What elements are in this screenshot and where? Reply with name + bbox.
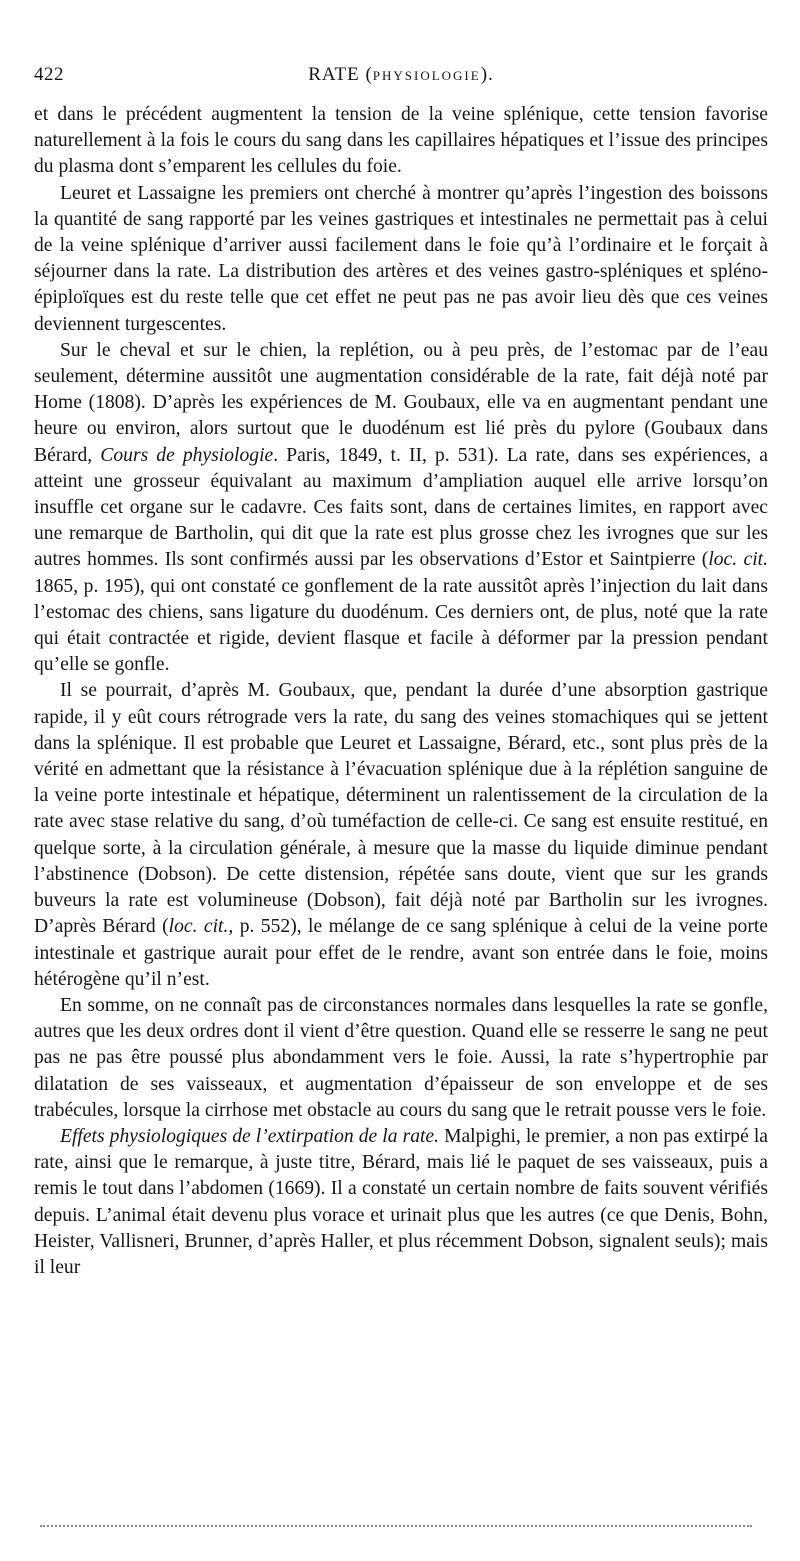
paragraph-4-part-a: Il se pourrait, d’après M. Goubaux, que, pendant la durée d’une absorption gastrique rapide, il y eût cours rétrograde vers la rate, du sang des veines stomachiques qui se jettent dans la splénique. Il est probable que Leuret et Lassaigne, Bérard, etc., sont plus près de la vérité en admettant que la résistance à l’évacuation splénique due à la réplétion sanguine de la veine porte intestinale et hépatique, déterminent un ralentissement de la circulation de la rate avec stase relative du sang, d’où tuméfaction de celle-ci. Ce sang est ensuite restitué, en quelque sorte, à la circulation générale, à mesure que la masse du liquide diminue pendant l’abstinence (Dobson). De cette distension, répétée sans doute, vient que sur les grands buveurs la rate est volumineuse (Dobson), fait déjà noté par Bartholin sur les ivrognes. D’après Bérard (	[34, 680, 768, 938]
paragraph-4-part-c: , p. 552), le mélange de ce sang splénique à celui de la veine porte intestinale et gastrique aurait pour effet de le rendre, avant son entrée dans le foie, moins hétérogène qu’il n’est.	[34, 916, 768, 990]
paragraph-4	[34, 678, 768, 992]
section-heading: Effets physiologiques de l’extirpation de la rate.	[60, 1125, 440, 1147]
paragraph-6-part-b: Malpighi, le premier, a non pas extirpé la rate, ainsi que le remarque, à juste titre, Bérard, mais lié le paquet de ses vaisseaux, puis a remis le tout dans l’abdomen (1669). Il a constaté un certain nombre de faits souvent vérifiés depuis. L’animal était devenu plus vorace et urinait plus que les autres (ce que Denis, Bohn, Heister, Vallisneri, Brunner, d’après Haller, et plus récemment Dobson, signalent seuls); mais il leur	[34, 1125, 768, 1278]
paragraph-2: Leuret et Lassaigne les premiers ont cherché à montrer qu’après l’ingestion des boissons la quantité de sang rapporté par les veines gastriques et intestinales ne permettait pas à celui de la veine splénique d’arriver aussi facilement dans le foie qu’à l’ordinaire et le forçait à séjourner dans la rate. La distribution des artères et des veines gastro-spléniques et spléno-épiploïques est du reste telle que cet effet ne peut pas ne pas avoir lieu dès que ces veines deviennent turgescentes.	[34, 182, 768, 335]
paragraph-3-part-e: 1865, p. 195), qui ont constaté ce gonflement de la rate aussitôt après l’injection du lait dans l’estomac des chiens, sans ligature du duodénum. Ces derniers ont, de plus, noté que la rate qui était contractée et rigide, devient flasque et facile à déformer par la pression pendant qu’elle se gonfle.	[34, 575, 768, 676]
citation-loc-cit-2: loc. cit.	[168, 916, 229, 938]
running-title-main: RATE (	[308, 64, 373, 85]
running-title-sub: PHYSIOLOGIE	[372, 68, 481, 83]
paragraph-5: En somme, on ne connaît pas de circonstances normales dans lesquelles la rate se gonfle, autres que les deux ordres dont il vient d’être question. Quand elle se resserre le sang ne peut pas ne pas être poussé plus abondamment vers le foie. Aussi, la rate s’hypertrophie par dilatation de ses vaisseaux, et augmentation d’épaisseur de son enveloppe et de ses trabécules, lorsque la cirrhose met obstacle au cours du sang que le retrait pousse vers le foie.	[34, 994, 768, 1121]
paragraph-3-part-c: . Paris, 1849, t. II, p. 531). La rate, dans ses expériences, a atteint une grosseur équivalant au maximum d’ampliation auquel elle arrive lorsqu’on insuffle cet organe sur le cadavre. Ces faits sont, dans de certaines limites, en rapport avec une remarque de Bartholin, qui dit que la rate est plus grosse chez les ivrognes que sur les autres hommes. Ils sont confirmés aussi par les observations d’Estor et Saintpierre (	[34, 444, 768, 571]
running-title-end: ).	[480, 64, 494, 85]
paragraph-6	[34, 1124, 768, 1281]
paragraph-1: et dans le précédent augmentent la tension de la veine splénique, cette tension favorise naturellement à la fois le cours du sang dans les capillaires hépatiques et l’issue des principes du plasma dont s’emparent les cellules du foie.	[34, 104, 768, 178]
paragraph-3-part-a: Sur le cheval et sur le chien, la replétion, ou à peu près, de l’estomac par de l’eau seulement, détermine aussitôt une augmentation considérable de la rate, fait déjà noté par Home (1808). D’après les expériences de M. Goubaux, elle va en augmentant pendant une heure ou environ, alors surtout que le duodénum est lié près du pylore (Goubaux dans Bérard,	[34, 339, 768, 466]
citation-title: Cours de physiologie	[100, 444, 274, 466]
running-title	[34, 64, 768, 86]
body-text	[34, 102, 768, 1281]
footer-dotted-rule	[40, 1525, 752, 1527]
page-number: 422	[34, 64, 64, 85]
paragraph-3	[34, 338, 768, 679]
page-header	[34, 64, 768, 94]
citation-loc-cit: loc. cit.	[708, 549, 768, 571]
